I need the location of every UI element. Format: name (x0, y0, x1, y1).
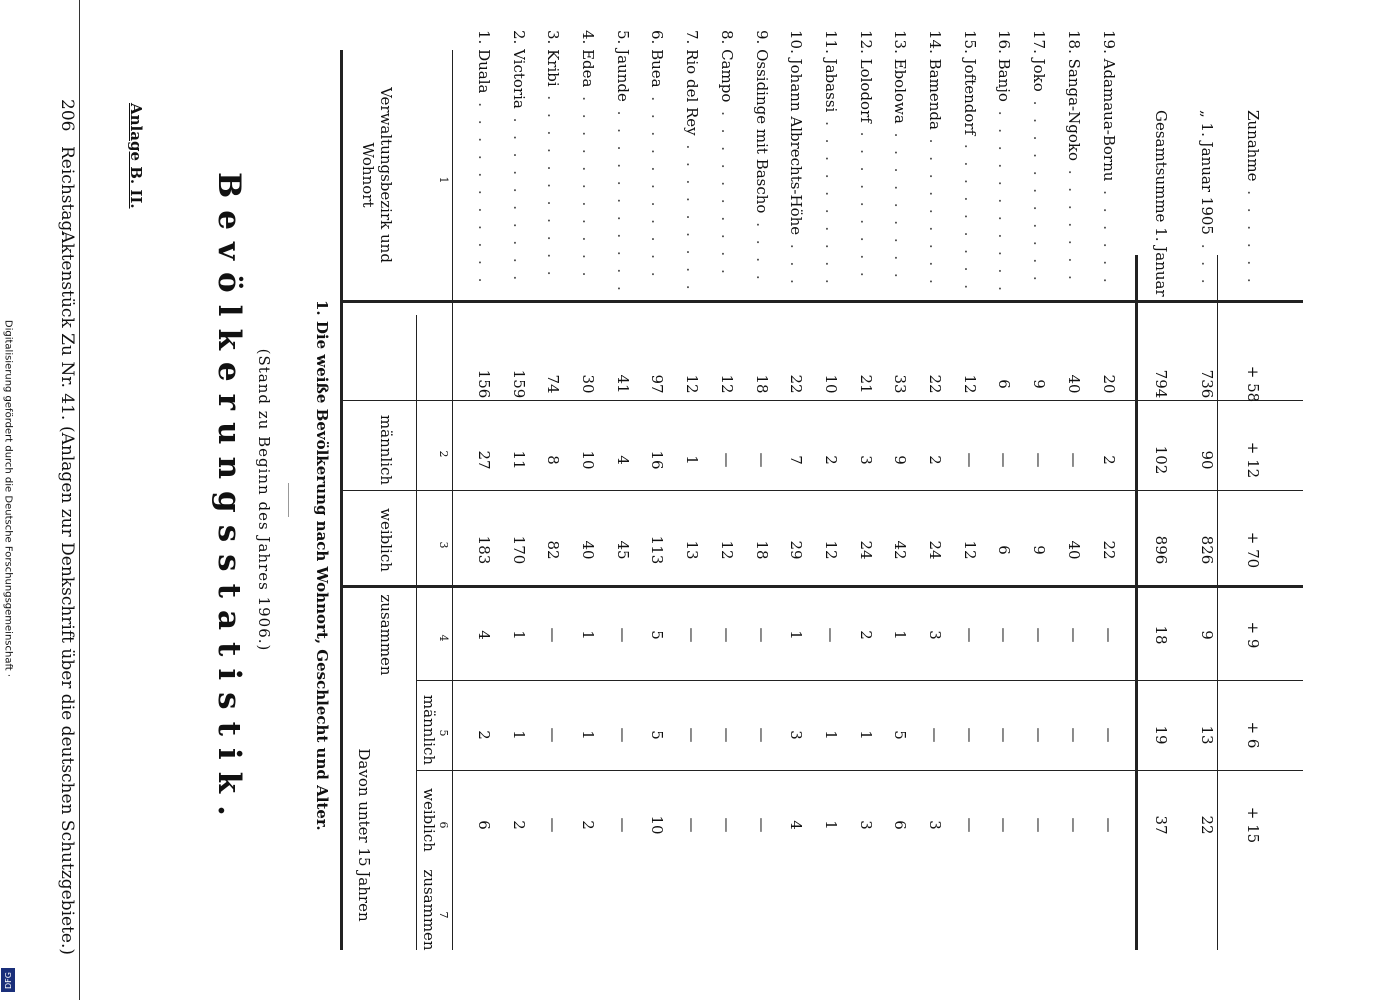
row-label: 4. Edea (579, 30, 598, 88)
row-label: 15. Joftendorf (960, 30, 979, 136)
cell-under15-male: + 9 (1244, 621, 1262, 649)
cell-under15-female: — (1099, 727, 1118, 743)
table-row (953, 0, 987, 1000)
cell-under15-female: 1 (579, 730, 598, 740)
table-row (918, 0, 952, 1000)
cell-female: — (1030, 452, 1049, 468)
row-label: 19. Adamaua-Bornu (1099, 30, 1118, 182)
cell-under15-total: 2 (509, 820, 528, 830)
cell-female: 2 (926, 455, 945, 465)
cell-under15-male: 5 (648, 630, 667, 640)
cell-male: 9 (1030, 379, 1049, 389)
leader-dots: . . . . . . . . . . . (475, 102, 493, 287)
total-row (1144, 0, 1178, 1000)
row-label: 3. Kribi (544, 30, 563, 87)
subtitle-divider (288, 483, 289, 517)
cell-under15-total: 10 (648, 815, 667, 835)
cell-under15-male: 18 (1152, 625, 1170, 645)
row-label: 9. Ossidinge mit Bascho (752, 30, 771, 214)
cell-under15-total: 22 (1198, 815, 1216, 835)
cell-under15-male: — (544, 627, 563, 643)
cell-under15-female: — (1064, 727, 1083, 743)
cell-under15-female: — (717, 727, 736, 743)
cell-female: 27 (475, 450, 493, 470)
table-row (1057, 0, 1091, 1000)
row-label: Gesamtsumme 1. Januar (1152, 110, 1170, 297)
cell-under15-male: — (752, 627, 771, 643)
cell-male: 12 (960, 374, 979, 394)
leader-dots: . . . . . . . . . . (717, 111, 736, 278)
cell-under15-female: 19 (1152, 725, 1170, 745)
cell-under15-female: 5 (891, 730, 910, 740)
leader-dots: . . . (1198, 243, 1216, 288)
cell-total: 12 (960, 540, 979, 560)
cell-total: 18 (752, 540, 771, 560)
cell-total: 45 (613, 540, 632, 560)
cell-total: 12 (717, 540, 736, 560)
cell-male: 6 (995, 379, 1014, 389)
cell-female: 8 (544, 455, 563, 465)
cell-female: 2 (822, 455, 840, 465)
row-label: 7. Rio del Rey (683, 30, 702, 136)
row-label: „ 1. Januar 1905 (1198, 110, 1216, 235)
page-title: Bevölkerungsstatistik. (211, 172, 247, 828)
cell-under15-female: 1 (509, 730, 528, 740)
total-row (1190, 0, 1224, 1000)
table-row (1092, 0, 1126, 1000)
cell-male: 33 (891, 374, 910, 394)
cell-under15-total: 6 (475, 820, 493, 830)
column-header-male: männlich (377, 414, 395, 486)
cell-female: 10 (579, 450, 598, 470)
cell-under15-total: — (1099, 817, 1118, 833)
cell-total: 13 (683, 540, 702, 560)
cell-male: 21 (856, 374, 875, 394)
cell-male: 156 (475, 369, 493, 399)
cell-under15-male: 4 (475, 630, 493, 640)
table-row (467, 0, 501, 1000)
cell-under15-female: — (544, 727, 563, 743)
column-header-under15-male: männlich (420, 694, 438, 766)
cell-female: — (960, 452, 979, 468)
cell-under15-total: — (544, 817, 563, 833)
row-label: 12. Lolodorf (856, 30, 875, 123)
table-row (745, 0, 779, 1000)
leader-dots: . . . . . . . . . . . (648, 96, 667, 281)
table-row (571, 0, 605, 1000)
leader-dots: . . . . . . (1244, 190, 1262, 287)
digitization-credit (2, 0, 22, 1000)
cell-total: 896 (1152, 535, 1170, 565)
cell-under15-female: 3 (787, 730, 806, 740)
cell-female: — (1064, 452, 1083, 468)
page-number: 206 (57, 99, 77, 132)
cell-under15-male: 9 (1198, 630, 1216, 640)
column-number-5: 5 (437, 729, 450, 737)
cell-under15-female: — (995, 727, 1014, 743)
cell-male: 12 (683, 374, 702, 394)
cell-total: 40 (579, 540, 598, 560)
cell-under15-total: — (752, 817, 771, 833)
cell-total: 29 (787, 540, 806, 560)
column-header-district: Verwaltungsbezirk und Wohnort (359, 87, 395, 263)
cell-female: — (717, 452, 736, 468)
cell-female: 3 (856, 455, 875, 465)
table-row (675, 0, 709, 1000)
cell-under15-male: — (1099, 627, 1118, 643)
leader-dots: . . . . . . . . . . . (579, 96, 598, 281)
table-row (779, 0, 813, 1000)
row-label: 8. Campo (717, 30, 736, 103)
cell-under15-male: — (683, 627, 702, 643)
cell-under15-male: — (1030, 627, 1049, 643)
cell-under15-male: 3 (926, 630, 945, 640)
cell-female: 102 (1152, 445, 1170, 475)
cell-under15-total: — (683, 817, 702, 833)
cell-total: 113 (648, 535, 667, 565)
cell-under15-female: — (960, 727, 979, 743)
cell-total: 22 (1099, 540, 1118, 560)
table-row (710, 0, 744, 1000)
cell-female: 16 (648, 450, 667, 470)
cell-female: 9 (891, 455, 910, 465)
cell-under15-female: — (613, 727, 632, 743)
row-label: Zunahme (1244, 110, 1262, 182)
cell-under15-male: — (1064, 627, 1083, 643)
cell-under15-total: — (1064, 817, 1083, 833)
cell-total: 42 (891, 540, 910, 560)
cell-under15-female: 13 (1198, 725, 1216, 745)
row-label: 2. Victoria (509, 30, 528, 109)
cell-male: 40 (1064, 374, 1083, 394)
row-label: 18. Sanga-Ngoko (1064, 30, 1083, 161)
cell-under15-total: 3 (856, 820, 875, 830)
cell-under15-female: — (926, 727, 945, 743)
cell-under15-male: — (995, 627, 1014, 643)
cell-under15-female: + 6 (1244, 721, 1262, 749)
header-rule (79, 0, 80, 1000)
appendix-note: (Anlagen zur Denkschrift über die deutschen Schutzgebiete.) (57, 426, 77, 956)
row-label: 10. Johann Albrechts-Höhe (787, 30, 806, 236)
cell-total: 82 (544, 540, 563, 560)
leader-dots: . . . . . . . . . . . (1030, 100, 1049, 285)
column-header-under15-female: weiblich (420, 788, 438, 852)
cell-male: 22 (926, 374, 945, 394)
cell-under15-total: 6 (891, 820, 910, 830)
cell-male: 74 (544, 374, 563, 394)
cell-under15-male: — (960, 627, 979, 643)
cell-under15-female: 1 (822, 730, 840, 740)
cell-male: 22 (787, 374, 806, 394)
column-number-2: 2 (437, 450, 450, 458)
cell-female: 11 (509, 450, 528, 470)
column-number-3: 3 (437, 541, 450, 549)
row-label: 13. Ebolowa (891, 30, 910, 124)
cell-under15-total: — (995, 817, 1014, 833)
leader-dots: . . . . . . . . . (926, 138, 945, 288)
leader-dots: . . . . . . . . . (960, 143, 979, 293)
cell-male: 30 (579, 374, 598, 394)
cell-total: + 70 (1244, 531, 1262, 569)
table-row (883, 0, 917, 1000)
leader-dots: . . . . . . . . . . . (544, 95, 563, 280)
table-row (1022, 0, 1056, 1000)
cell-female: — (995, 452, 1014, 468)
cell-total: 183 (475, 535, 493, 565)
column-number-4: 4 (437, 634, 450, 642)
row-label: 17. Joko (1030, 30, 1049, 92)
table-row (536, 0, 570, 1000)
cell-total: 170 (509, 535, 528, 565)
cell-total: 9 (1030, 545, 1049, 555)
column-header-under15-total: zusammen (420, 869, 438, 951)
cell-under15-total: 4 (787, 820, 806, 830)
cell-male: 736 (1198, 369, 1216, 399)
cell-male: 10 (822, 374, 840, 394)
leader-dots: . . . . . . . . . (856, 131, 875, 281)
cell-under15-total: — (1030, 817, 1049, 833)
under15-group-rule (416, 315, 417, 950)
leader-dots: . . . . . . . . . . (509, 117, 528, 285)
cell-female: 1 (683, 455, 702, 465)
cell-total: 12 (822, 540, 840, 560)
cell-under15-male: 1 (787, 630, 806, 640)
cell-under15-total: + 15 (1244, 806, 1262, 844)
cell-under15-male: 1 (509, 630, 528, 640)
cell-under15-male: — (822, 627, 840, 643)
cell-male: 12 (717, 374, 736, 394)
cell-under15-male: 1 (891, 630, 910, 640)
cell-under15-total: 3 (926, 820, 945, 830)
cell-under15-male: — (613, 627, 632, 643)
column-header-under15: Davon unter 15 Jahren (355, 748, 373, 922)
cell-male: 20 (1099, 374, 1118, 394)
leader-dots: . . . . . . . . . . . (995, 110, 1014, 295)
table-row (606, 0, 640, 1000)
cell-under15-total: 2 (579, 820, 598, 830)
cell-under15-female: 5 (648, 730, 667, 740)
column-header-total: zusammen (377, 594, 395, 676)
leader-dots: . . . (787, 243, 806, 288)
column-header-female: weiblich (377, 508, 395, 572)
column-number-7: 7 (437, 911, 450, 919)
cell-female: 7 (787, 455, 806, 465)
table-top-rule (340, 50, 343, 950)
cell-total: 6 (995, 545, 1014, 555)
cell-total: 40 (1064, 540, 1083, 560)
table-row (988, 0, 1022, 1000)
leader-dots: . . . . . . . . . (891, 132, 910, 282)
cell-under15-female: 1 (856, 730, 875, 740)
leader-dots: . . . . . . . . . . . (613, 110, 632, 295)
cell-under15-total: 1 (822, 820, 840, 830)
cell-under15-female: 2 (475, 730, 493, 740)
cell-male: 18 (752, 374, 771, 394)
totals-rule (1135, 255, 1138, 950)
header-bottom-rule (452, 50, 453, 950)
section-heading: 1. Die weiße Bevölkerung nach Wohnort, Geschlecht und Alter. (313, 300, 331, 831)
leader-dots: . . . . (752, 222, 771, 284)
table-row (502, 0, 536, 1000)
cell-under15-total: — (613, 817, 632, 833)
table-row (849, 0, 883, 1000)
cell-under15-male: — (717, 627, 736, 643)
cell-male: 159 (509, 369, 528, 399)
leader-dots: . . . . . . . (1064, 169, 1083, 284)
publication-name: Reichstag. (57, 146, 77, 237)
cell-under15-total: 37 (1152, 815, 1170, 835)
row-label: 5. Jaunde (613, 30, 632, 102)
cell-male: 794 (1152, 369, 1170, 399)
cell-total: 826 (1198, 535, 1216, 565)
cell-under15-total: — (960, 817, 979, 833)
total-row (1236, 0, 1270, 1000)
table-row (814, 0, 848, 1000)
row-label: 14. Bamenda (926, 30, 945, 130)
cell-male: + 58 (1244, 365, 1262, 403)
cell-total: 24 (856, 540, 875, 560)
credit-text: Digitalisierung gefördert durch die Deutsche Forschungsgemeinschaft · (2, 319, 14, 678)
cell-under15-female: — (683, 727, 702, 743)
row-label: 1. Duala (475, 30, 493, 94)
cell-male: 41 (613, 374, 632, 394)
page-subtitle: (Stand zu Beginn des Jahres 1906.) (255, 348, 273, 652)
leader-dots: . . . . . . (1099, 190, 1118, 287)
cell-female: 4 (613, 455, 632, 465)
cell-under15-female: — (1030, 727, 1049, 743)
cell-total: 24 (926, 540, 945, 560)
cell-female: 2 (1099, 455, 1118, 465)
cell-female: + 12 (1244, 441, 1262, 479)
row-label: 16. Banjo (995, 30, 1014, 102)
leader-dots: . . . . . . . . . . (822, 121, 840, 288)
cell-under15-female: — (752, 727, 771, 743)
dfg-logo: DFG (1, 968, 15, 992)
column-number-6: 6 (437, 821, 450, 829)
column-number-1: 1 (437, 176, 450, 184)
cell-under15-male: 1 (579, 630, 598, 640)
cell-male: 97 (648, 374, 667, 394)
cell-under15-total: — (717, 817, 736, 833)
leader-dots: . . . . . . . . . (683, 144, 702, 294)
appendix-label: Anlage B. II. (127, 103, 145, 209)
document-reference: Aktenstück Zu Nr. 41. (57, 231, 77, 421)
row-label: 6. Buea (648, 30, 667, 88)
cell-female: 90 (1198, 450, 1216, 470)
row-label: 11. Jabassi (822, 30, 840, 113)
cell-female: — (752, 452, 771, 468)
cell-under15-male: 2 (856, 630, 875, 640)
table-row (641, 0, 675, 1000)
